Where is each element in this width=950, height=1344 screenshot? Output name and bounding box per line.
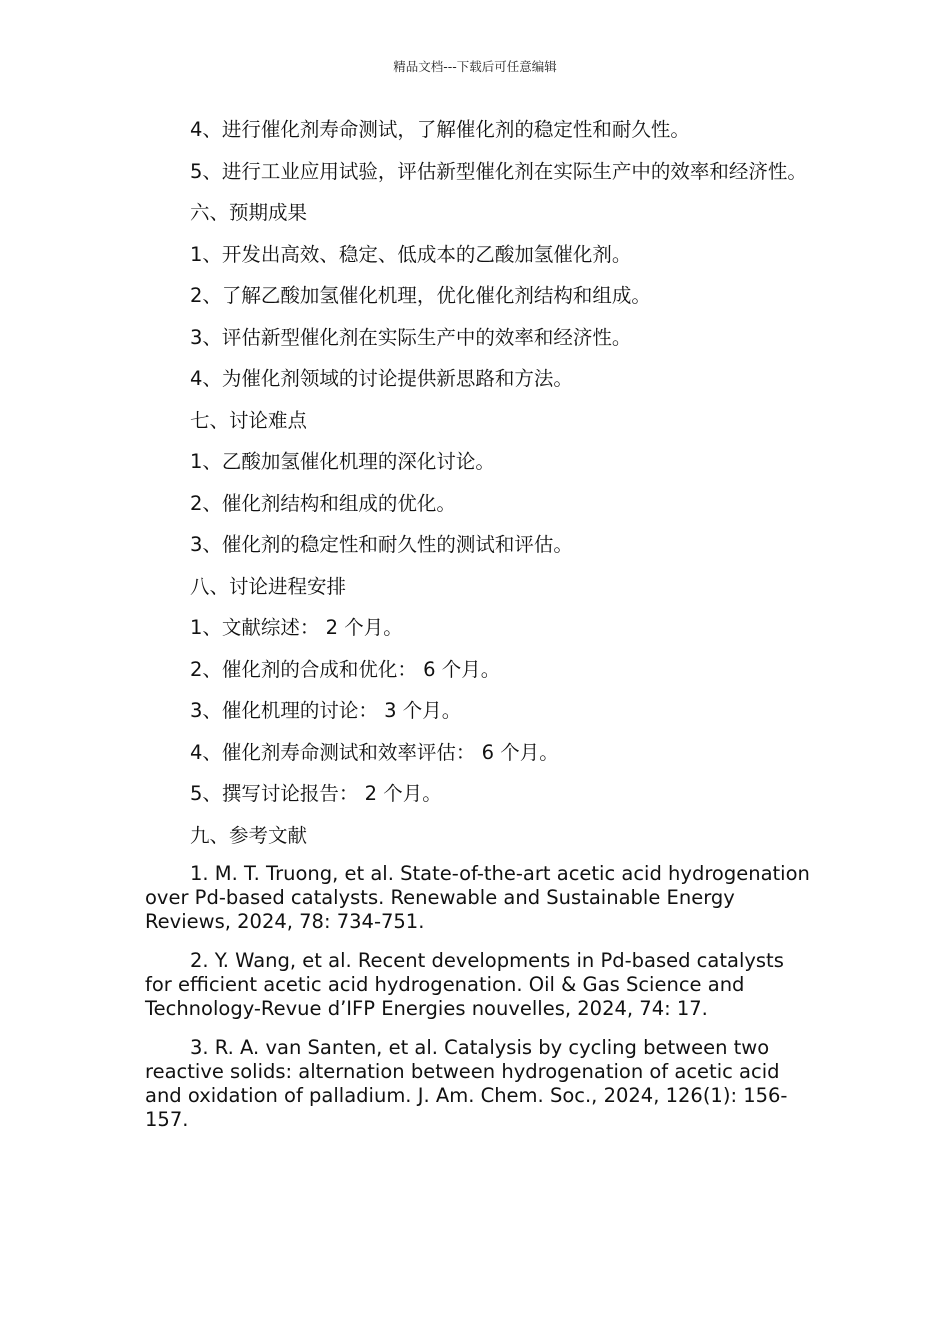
- list-item: 2、催化剂结构和组成的优化。: [190, 491, 456, 515]
- list-item: 1、开发出高效、稳定、低成本的乙酸加氢催化剂。: [190, 242, 632, 266]
- schedule-item: 3、催化机理的讨论： 3 个月。: [190, 699, 462, 722]
- reference-item: 3. R. A. van Santen, et al. Catalysis by cycling between two reactive solids: alternation between hydrogenation of acetic acid and oxidation of palladium. J. Am. Chem. Soc., 2024, 126(1): 156-157.: [145, 1036, 788, 1131]
- page-header: 精品文档---下载后可任意编辑: [393, 59, 557, 74]
- list-item: 2、了解乙酸加氢催化机理，优化催化剂结构和组成。: [190, 284, 651, 307]
- list-item: 4、为催化剂领域的讨论提供新思路和方法。: [190, 367, 573, 390]
- section-heading-difficulties: 七、讨论难点: [190, 408, 308, 432]
- paragraph-lifetime-test: 4、进行催化剂寿命测试，了解催化剂的稳定性和耐久性。: [190, 118, 690, 141]
- reference-item: 1. M. T. Truong, et al. State-of-the-art acetic acid hydrogenation over Pd-based catalysts. Renewable and Sustainable Energy Reviews, 2024, 78: 734-751.: [145, 862, 810, 933]
- schedule-item: 5、撰写讨论报告： 2 个月。: [190, 782, 442, 805]
- section-heading-references: 九、参考文献: [190, 823, 308, 847]
- section-heading-schedule: 八、讨论进程安排: [190, 574, 347, 598]
- list-item: 3、评估新型催化剂在实际生产中的效率和经济性。: [190, 325, 632, 349]
- reference-item: 2. Y. Wang, et al. Recent developments in Pd-based catalysts for efficient acetic acid hydrogenation. Oil & Gas Science and Technology-Revue d’IFP Energies nouvelles, 2024, 74: 17.: [145, 949, 784, 1020]
- document-body: [145, 115, 810, 1147]
- schedule-item: 1、文献综述： 2 个月。: [190, 616, 403, 639]
- section-heading-expected-results: 六、预期成果: [190, 201, 308, 224]
- schedule-item: 4、催化剂寿命测试和效率评估： 6 个月。: [190, 740, 559, 764]
- paragraph-industrial-trial: 5、进行工业应用试验，评估新型催化剂在实际生产中的效率和经济性。: [190, 159, 807, 183]
- list-item: 1、乙酸加氢催化机理的深化讨论。: [190, 450, 495, 473]
- list-item: 3、催化剂的稳定性和耐久性的测试和评估。: [190, 533, 573, 556]
- schedule-item: 2、催化剂的合成和优化： 6 个月。: [190, 657, 501, 681]
